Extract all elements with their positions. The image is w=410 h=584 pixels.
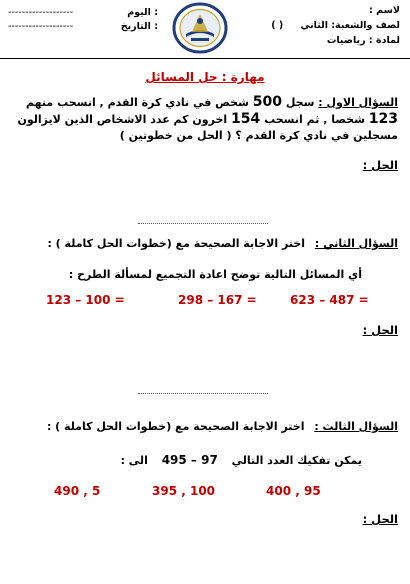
grade-label: [271, 20, 400, 31]
date-dots: -------------------: [8, 21, 74, 32]
date-row: [8, 21, 158, 32]
separator-2: [138, 393, 268, 394]
q2-line: [47, 237, 398, 250]
q1-prefix: سجل: [285, 96, 315, 109]
grade-parens: ( ): [271, 20, 284, 31]
q1-label: السؤال الاول :: [318, 96, 398, 109]
q3-option-2: 395 , 100: [152, 484, 216, 498]
q3-option-3: 490 , 5: [54, 484, 101, 498]
q2-option-3: 123 – 100 =: [46, 293, 125, 307]
q1-line1: [26, 94, 398, 110]
q2-option-1: 623 – 487 =: [290, 293, 369, 307]
q1-line1-rest: شخص في نادي كرة القدم , انسحب منهم: [26, 96, 249, 109]
q3-question: [121, 453, 362, 467]
q2-question: أي المسائل التالية توضح اعادة التجميع لمسألة الطرح :: [68, 268, 362, 281]
q3-question-expr: 495 – 97: [161, 453, 218, 467]
q1-line3: مسجلين في نادي كرة القدم ؟ ( الحل من خطوتين ): [119, 129, 398, 142]
q1-num-500: 500: [252, 94, 283, 110]
q3-option-1: 400 , 95: [266, 484, 321, 498]
q3-question-suffix: الى :: [120, 454, 148, 467]
subject-label: لمادة : رياضيات: [326, 35, 400, 46]
q3-label: السؤال الثالث :: [314, 420, 398, 433]
grade-text: لصف والشعبة: الثاني: [300, 20, 400, 31]
school-logo: [172, 2, 228, 54]
separator-1: [138, 223, 268, 224]
page-title: مهارة : حل المسائل: [145, 70, 265, 84]
q1-num-154: 154: [231, 111, 261, 127]
q1-line2: [17, 111, 398, 127]
q2-prompt: اختر الاجابة الصحيحة مع (خطوات الحل كاملة ) :: [47, 237, 305, 250]
q1-solution-label: الحل :: [362, 158, 398, 172]
q2-label: السؤال الثاني :: [314, 237, 398, 250]
q2-solution-label: الحل :: [362, 323, 398, 337]
day-label: اليوم :: [127, 7, 158, 18]
q1-num-123: 123: [368, 111, 398, 127]
q3-line: [47, 420, 398, 433]
q3-solution-label: الحل :: [362, 512, 398, 526]
day-row: [8, 7, 158, 18]
q1-line2-rest: اخرون كم عدد الاشخاص الذين لايزالون: [17, 113, 228, 126]
name-label: لاسم :: [369, 5, 400, 16]
q3-prompt: اختر الاجابة الصحيحة مع (خطوات الحل كاملة ) :: [46, 420, 305, 433]
q3-question-prefix: يمكن تفكيك العدد التالي: [231, 454, 362, 467]
header-rule: [0, 58, 410, 59]
q2-option-2: 298 – 167 =: [178, 293, 257, 307]
day-dots: -------------------: [8, 7, 74, 18]
date-label: التاريخ :: [120, 21, 158, 32]
q1-line2-mid: شخصا , ثم انسحب: [264, 113, 365, 126]
